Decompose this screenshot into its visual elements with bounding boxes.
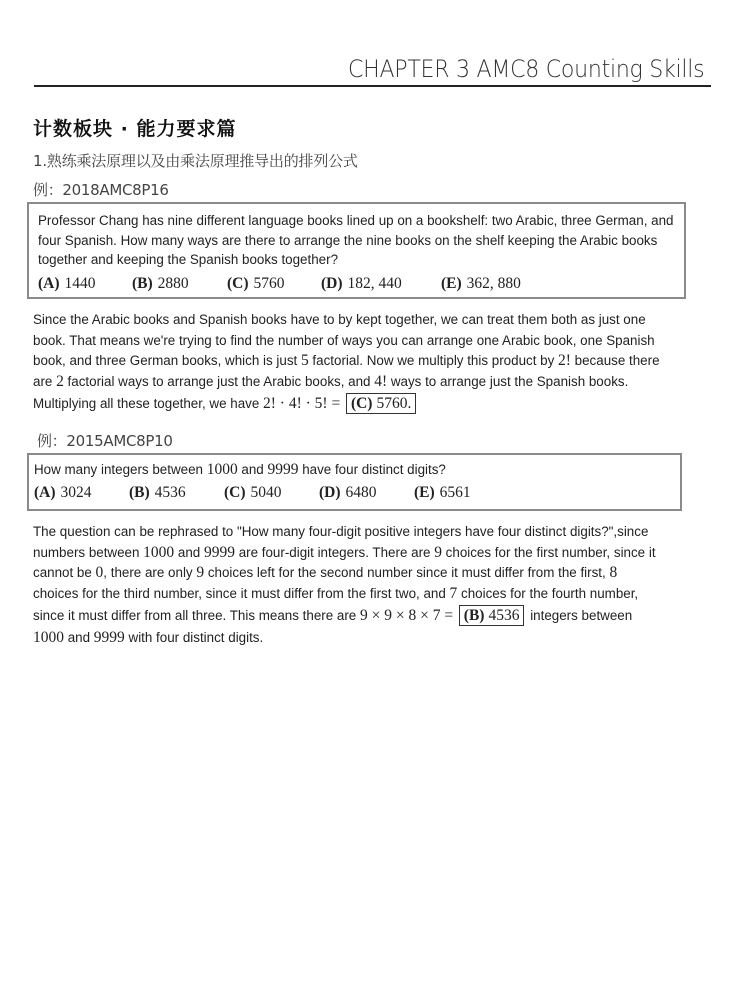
solution-line: since it must differ from all three. This means there are 9 × 9 × 8 × 7 = (B) 4536 integers between [33, 607, 633, 624]
problem-text-2: How many integers between 1000 and 9999 have four distinct digits? [34, 461, 446, 478]
section-title: 计数板块 · 能力要求篇 [33, 118, 237, 140]
choice-c: (C) 5760 [227, 274, 285, 292]
problem-text-1 [38, 211, 675, 270]
chapter-title: CHAPTER 3 AMC8 Counting Skills [347, 55, 704, 83]
solution-1 [33, 310, 683, 415]
solution-line: book, and three German books, which is just 5 factorial. Now we multiply this product by 2! because there [33, 352, 660, 369]
example-label-2: 例：2015AMC8P10 [37, 432, 173, 450]
solution-line: are 2 factorial ways to arrange just the Arabic books, and 4! ways to arrange just the Spanish books. [33, 372, 629, 390]
problem-line: Professor Chang has nine different language books lined up on a bookshelf: two Arabic, three German, and [38, 213, 674, 228]
choice-c: (C) 5040 [224, 483, 282, 501]
answer-choices-1 [38, 275, 675, 293]
solution-line: 1000 and 9999 with four distinct digits. [33, 628, 264, 646]
solution-line: numbers between 1000 and 9999 are four-digit integers. There are 9 choices for the first number, since it [33, 543, 656, 561]
problem-line: four Spanish. How many ways are there to arrange the nine books on the shelf keeping the Arabic books [38, 232, 658, 248]
section-subheading: 1.熟练乘法原理以及由乘法原理推导出的排列公式 [33, 152, 358, 170]
solution-line: book. That means we're trying to find the number of ways you can arrange one Arabic book, one Spanish [33, 332, 655, 348]
problem-box-2 [27, 453, 682, 511]
solution-line: Since the Arabic books and Spanish books have to by kept together, we can treat them both as just one [33, 312, 646, 327]
problem-line: together and keeping the Spanish books together? [38, 252, 339, 267]
solution-line: The question can be rephrased to "How many four-digit positive integers have four distinct digits?",since [33, 524, 649, 539]
choice-e: (E) 362, 880 [441, 274, 521, 292]
problem-box-1 [27, 202, 686, 299]
solution-line: Multiplying all these together, we have 2! · 4! · 5! = (C) 5760. [33, 393, 683, 415]
header-rule [34, 85, 711, 87]
example-label-1: 例：2018AMC8P16 [33, 181, 169, 199]
choice-b: (B) 4536 [129, 483, 186, 501]
solution-line: choices for the third number, since it must differ from the first two, and 7 choices for the fourth number, [33, 584, 639, 602]
solution-2 [33, 522, 683, 648]
solution-line: cannot be 0, there are only 9 choices left for the second number since it must differ from the first, 8 [33, 564, 618, 581]
choice-a: (A) 1440 [38, 274, 96, 292]
boxed-answer-2: (B) 4536 [459, 605, 525, 626]
choice-b: (B) 2880 [132, 274, 189, 292]
choice-d: (D) 6480 [319, 483, 377, 501]
answer-choices-2 [34, 484, 675, 502]
boxed-answer-1: (C) 5760. [346, 393, 416, 414]
choice-d: (D) 182, 440 [321, 274, 402, 292]
choice-e: (E) 6561 [414, 483, 471, 501]
choice-a: (A) 3024 [34, 483, 92, 501]
